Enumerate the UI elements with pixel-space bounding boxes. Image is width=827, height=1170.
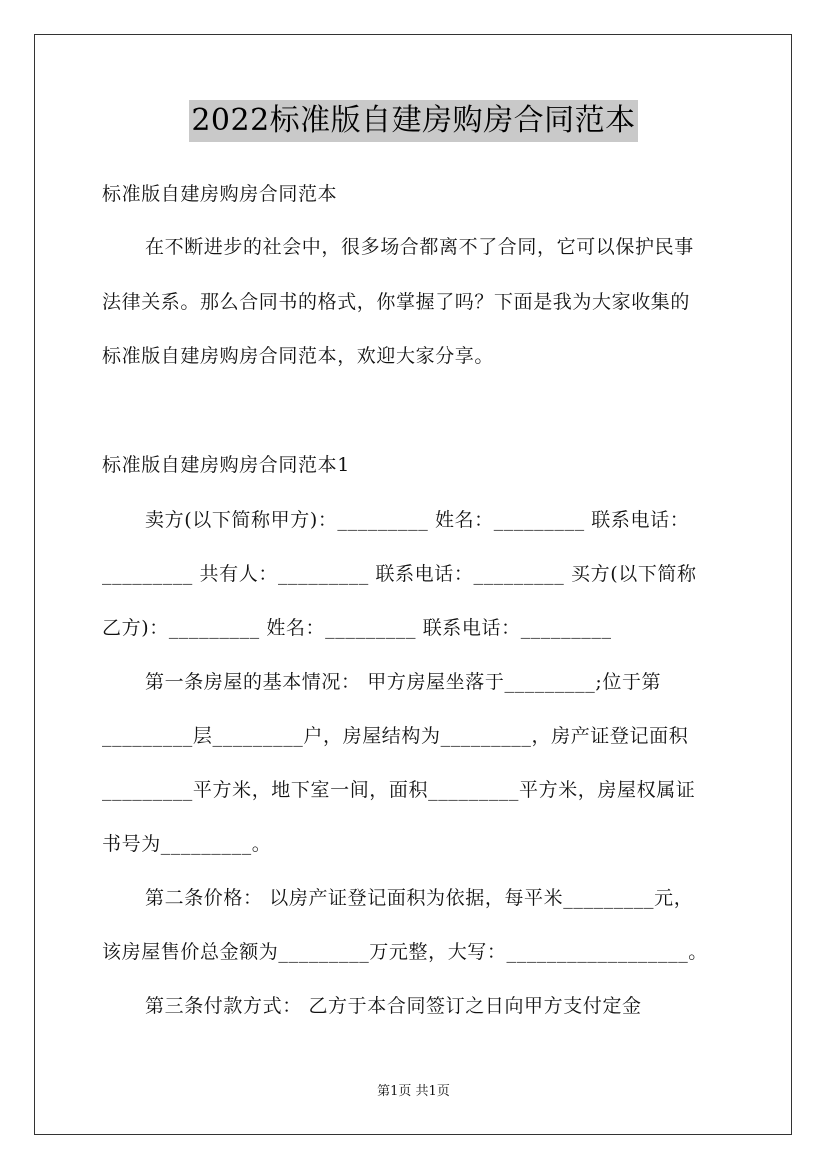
body-line: 第一条房屋的基本情况： 甲方房屋坐落于_________;位于第 [145,671,662,693]
section-heading: 标准版自建房购房合同范本1 [102,454,350,476]
document-subtitle: 标准版自建房购房合同范本 [102,183,338,205]
body-line: 该房屋售价总金额为_________万元整，大写：__________________。 [102,941,708,963]
body-line: 书号为_________。 [102,833,272,855]
body-line: 第二条价格： 以房产证登记面积为依据，每平米_________元， [145,887,694,909]
body-line: _________平方米，地下室一间，面积_________平方米，房屋权属证 [102,779,696,801]
body-line: _________ 共有人：_________ 联系电话：_________ 买方(以下简称 [102,563,697,585]
body-line: 卖方(以下简称甲方)：_________ 姓名：_________ 联系电话： [145,509,690,531]
body-line: 第三条付款方式： 乙方于本合同签订之日向甲方支付定金 [145,995,642,1017]
body-line: _________层_________户，房屋结构为_________，房产证登记面积 [102,725,689,747]
intro-line: 标准版自建房购房合同范本，欢迎大家分享。 [102,345,495,367]
title-container [0,100,827,142]
body-line: 乙方)：_________ 姓名：_________ 联系电话：_________ [102,617,612,639]
document-title: 2022标准版自建房购房合同范本 [189,100,637,142]
intro-line: 法律关系。那么合同书的格式，你掌握了吗？下面是我为大家收集的 [102,291,691,313]
intro-line: 在不断进步的社会中，很多场合都离不了合同，它可以保护民事 [145,236,694,258]
page-footer: 第1页 共1页 [377,1084,450,1099]
